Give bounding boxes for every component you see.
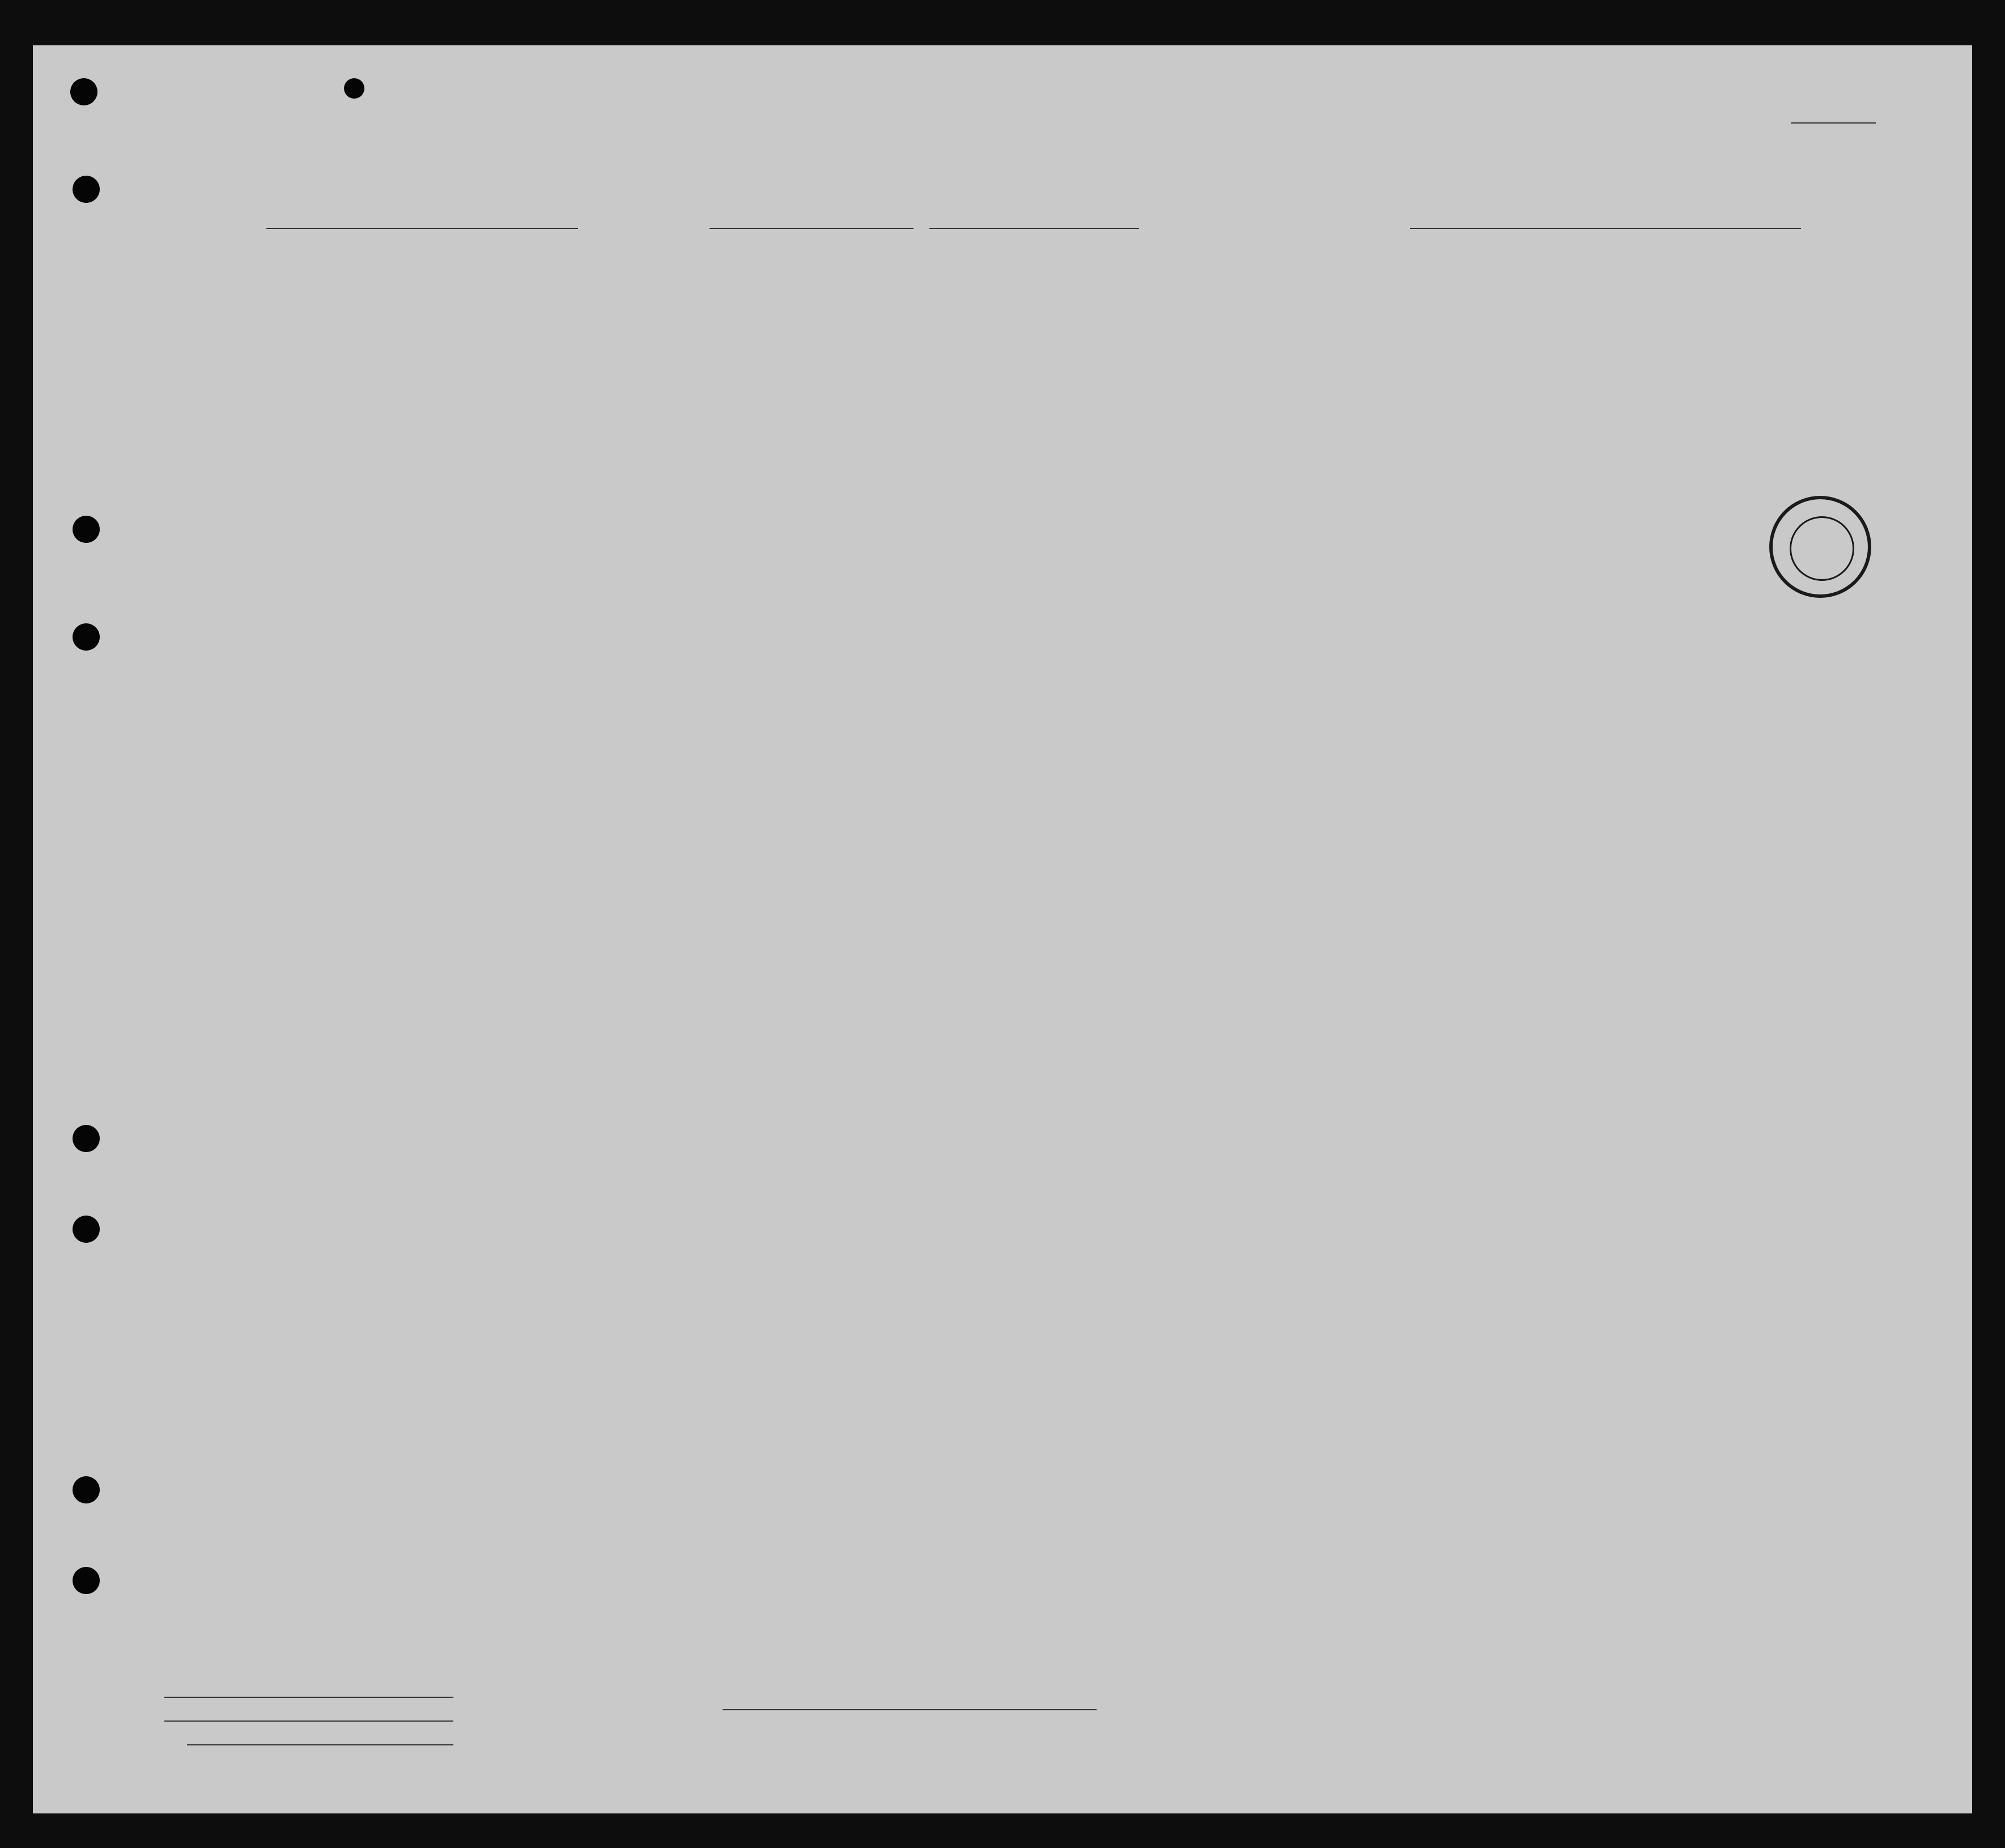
owners-underline bbox=[164, 1720, 453, 1722]
consulate-stamp bbox=[1769, 496, 1871, 598]
signature-underline bbox=[723, 1709, 1097, 1710]
line-underline bbox=[164, 1697, 453, 1698]
agents-underline bbox=[187, 1744, 453, 1745]
